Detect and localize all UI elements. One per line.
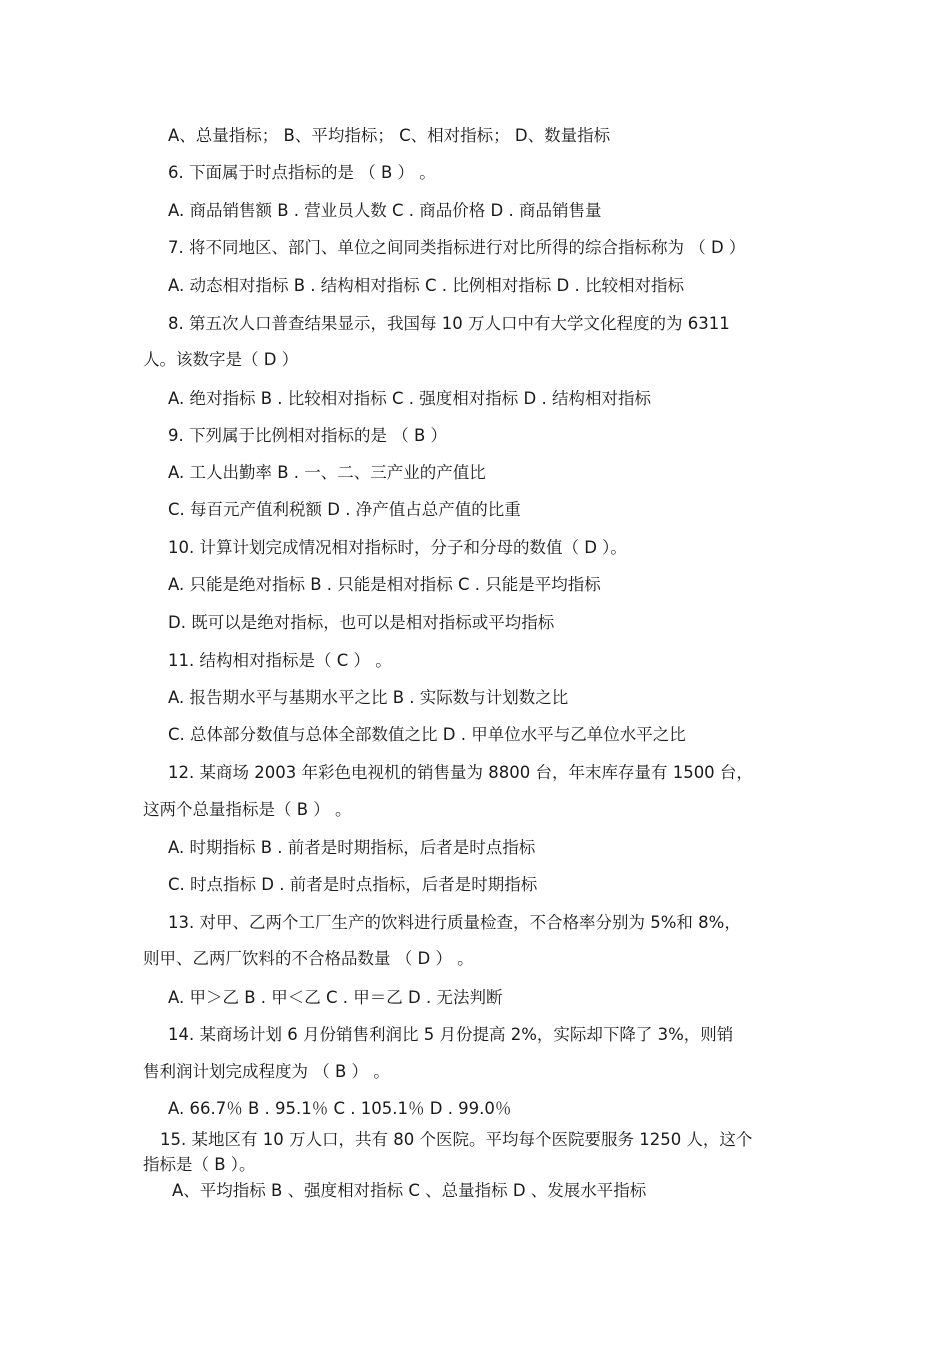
q12-question-line1: 12. 某商场 2003 年彩色电视机的销售量为 8800 台，年末库存量有 1500 台， [168, 763, 753, 782]
q5-options: A、总量指标； B、平均指标； C、相对指标； D、数量指标 [168, 126, 611, 145]
q9-options-line2: C. 每百元产值利税额 D . 净产值占总产值的比重 [168, 500, 521, 519]
q13-question-line1: 13. 对甲、乙两个工厂生产的饮料进行质量检查，不合格率分别为 5%和 8%， [168, 913, 741, 932]
q11-options-line2: C. 总体部分数值与总体全部数值之比 D . 甲单位水平与乙单位水平之比 [168, 725, 686, 744]
q8-question-line1: 8. 第五次人口普查结果显示，我国每 10 万人口中有大学文化程度的为 6311 [168, 314, 730, 333]
q11-question: 11. 结构相对指标是（ C ） 。 [168, 651, 392, 670]
q12-question-line2: 这两个总量指标是（ B ） 。 [143, 800, 352, 819]
q7-options: A. 动态相对指标 B . 结构相对指标 C . 比例相对指标 D . 比较相对指标 [168, 276, 684, 295]
q12-options-line2: C. 时点指标 D . 前者是时点指标，后者是时期指标 [168, 875, 538, 894]
q6-question: 6. 下面属于时点指标的是 （ B ） 。 [168, 163, 436, 182]
q8-question-line2: 人。该数字是（ D ） [143, 350, 299, 369]
q14-options: A. 66.7％ B . 95.1％ C . 105.1％ D . 99.0％ [168, 1099, 512, 1118]
q8-options: A. 绝对指标 B . 比较相对指标 C . 强度相对指标 D . 结构相对指标 [168, 389, 651, 408]
q9-options-line1: A. 工人出勤率 B . 一、二、三产业的产值比 [168, 463, 486, 482]
q13-options: A. 甲＞乙 B . 甲＜乙 C . 甲＝乙 D . 无法判断 [168, 988, 503, 1007]
q12-options-line1: A. 时期指标 B . 前者是时期指标，后者是时点指标 [168, 838, 536, 857]
q10-options-line1: A. 只能是绝对指标 B . 只能是相对指标 C . 只能是平均指标 [168, 575, 601, 594]
q15-question-line2: 指标是（ B ）。 [143, 1155, 256, 1174]
q15-question-line1: 15. 某地区有 10 万人口，共有 80 个医院。平均每个医院要服务 1250 人，这个 [160, 1130, 753, 1149]
q10-options-line2: D. 既可以是绝对指标，也可以是相对指标或平均指标 [168, 613, 555, 632]
q6-options: A. 商品销售额 B . 营业员人数 C . 商品价格 D . 商品销售量 [168, 201, 602, 220]
q7-question: 7. 将不同地区、部门、单位之间同类指标进行对比所得的综合指标称为 （ D ） [168, 238, 746, 257]
q13-question-line2: 则甲、乙两厂饮料的不合格品数量 （ D ） 。 [143, 949, 474, 968]
q14-question-line1: 14. 某商场计划 6 月份销售利润比 5 月份提高 2%，实际却下降了 3%，则销 [168, 1025, 734, 1044]
q15-options: A、平均指标 B 、强度相对指标 C 、总量指标 D 、发展水平指标 [172, 1181, 647, 1200]
q11-options-line1: A. 报告期水平与基期水平之比 B . 实际数与计划数之比 [168, 688, 569, 707]
q10-question: 10. 计算计划完成情况相对指标时，分子和分母的数值（ D ）。 [168, 538, 627, 557]
q14-question-line2: 售利润计划完成程度为 （ B ） 。 [143, 1062, 390, 1081]
q9-question: 9. 下列属于比例相对指标的是 （ B ） [168, 426, 448, 445]
